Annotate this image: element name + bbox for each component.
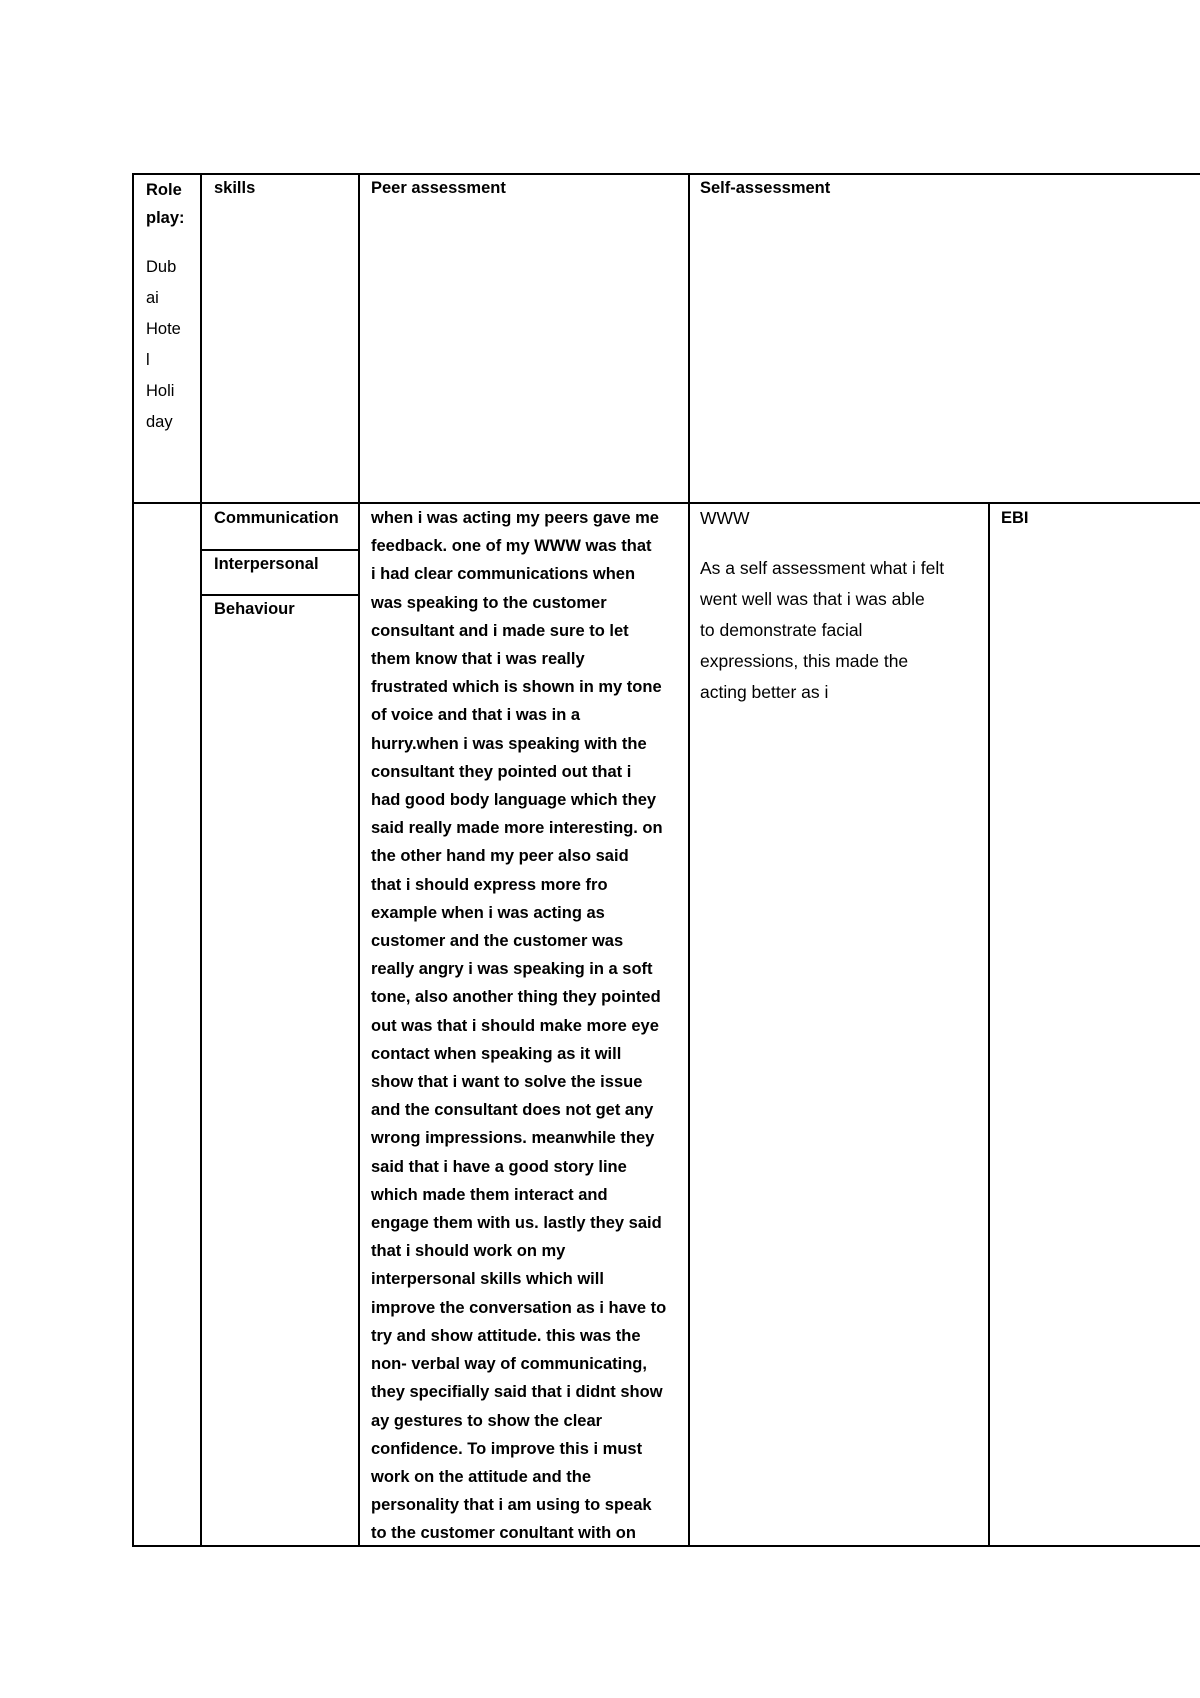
peer-line: and the consultant does not get any (371, 1101, 654, 1120)
peer-line: was speaking to the customer (371, 593, 607, 612)
col-divider-2 (358, 173, 360, 1547)
skill-behaviour: Behaviour (214, 600, 295, 618)
self-assessment-text (700, 553, 944, 708)
skills-divider-2 (201, 594, 358, 596)
ebi-label: EBI (1001, 509, 1029, 527)
role-play-title-line: Holi (146, 382, 175, 400)
peer-line: frustrated which is shown in my tone (371, 678, 662, 697)
peer-line: consultant and i made sure to let (371, 621, 629, 640)
peer-assessment-header: Peer assessment (371, 179, 506, 197)
role-play-header (146, 176, 185, 232)
peer-line: had good body language which they (371, 791, 657, 810)
skills-header: skills (214, 179, 256, 197)
self-line: acting better as i (700, 682, 829, 702)
col-divider-1 (200, 173, 202, 1547)
peer-line: engage them with us. lastly they said (371, 1214, 662, 1233)
self-line: to demonstrate facial (700, 620, 863, 640)
peer-line: contact when speaking as it will (371, 1044, 622, 1063)
peer-line: customer and the customer was (371, 932, 624, 951)
role-play-title-line: day (146, 413, 173, 431)
peer-line: personality that i am using to speak (371, 1496, 652, 1515)
peer-line: said that i have a good story line (371, 1157, 627, 1176)
peer-line: interpersonal skills which will (371, 1270, 604, 1289)
role-play-header-line: Role (146, 181, 182, 199)
peer-line: wrong impressions. meanwhile they (371, 1129, 655, 1148)
skill-communication: Communication (214, 509, 339, 527)
www-label: WWW (700, 508, 750, 528)
peer-line: example when i was acting as (371, 903, 605, 922)
peer-line: that i should express more fro (371, 875, 608, 894)
table-top-border (132, 173, 1200, 175)
peer-line: which made them interact and (371, 1185, 608, 1204)
peer-line: of voice and that i was in a (371, 706, 581, 725)
self-line: As a self assessment what i felt (700, 558, 945, 578)
role-play-header-line: play: (146, 209, 185, 227)
peer-line: improve the conversation as i have to (371, 1298, 667, 1317)
peer-line: when i was acting my peers gave me (371, 509, 659, 527)
peer-line: consultant they pointed out that i (371, 762, 632, 781)
peer-line: them know that i was really (371, 650, 585, 669)
role-play-title-line: l (146, 351, 150, 369)
self-line: expressions, this made the (700, 651, 909, 671)
peer-line: that i should work on my (371, 1242, 566, 1261)
self-line: went well was that i was able (700, 589, 925, 609)
peer-line: feedback. one of my WWW was that (371, 537, 652, 556)
skill-interpersonal: Interpersonal (214, 555, 319, 573)
self-assessment-header: Self-assessment (700, 179, 831, 197)
peer-line: hurry.when i was speaking with the (371, 734, 647, 753)
peer-line: try and show attitude. this was the (371, 1326, 641, 1345)
peer-line: the other hand my peer also said (371, 847, 629, 866)
col-divider-4 (988, 502, 990, 1547)
peer-line: confidence. To improve this i must (371, 1439, 643, 1458)
peer-line: work on the attitude and the (371, 1467, 592, 1486)
role-play-title-line: Hote (146, 320, 181, 338)
peer-line: said really made more interesting. on (371, 819, 663, 838)
role-play-title (146, 252, 181, 438)
role-play-title-line: Dub (146, 258, 177, 276)
col-divider-3 (688, 173, 690, 1547)
peer-line: ay gestures to show the clear (371, 1411, 603, 1430)
peer-line: non- verbal way of communicating, (371, 1355, 647, 1374)
peer-line: tone, also another thing they pointed (371, 988, 661, 1007)
peer-line: they specifially said that i didnt show (371, 1383, 663, 1402)
peer-line: i had clear communications when (371, 565, 636, 584)
peer-line: show that i want to solve the issue (371, 1073, 643, 1092)
peer-line: out was that i should make more eye (371, 1016, 659, 1035)
peer-line: really angry i was speaking in a soft (371, 960, 653, 979)
skills-divider-1 (201, 549, 358, 551)
role-play-title-line: ai (146, 289, 159, 307)
peer-line: to the customer conultant with on (371, 1524, 636, 1543)
table-left-border (132, 173, 134, 1547)
peer-assessment-text (371, 504, 666, 1548)
